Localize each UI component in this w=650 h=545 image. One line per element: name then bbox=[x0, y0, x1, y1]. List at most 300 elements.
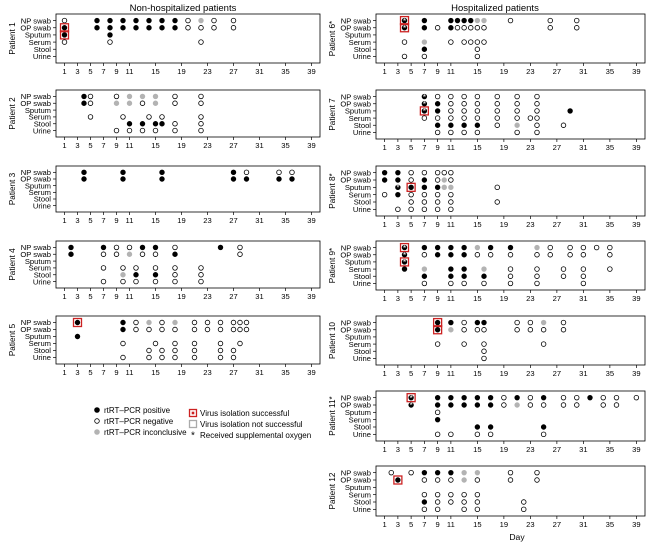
data-point bbox=[488, 395, 493, 400]
data-point bbox=[95, 25, 100, 30]
x-tick-label: 23 bbox=[203, 67, 212, 76]
data-point bbox=[147, 327, 152, 332]
oxygen-marker: * bbox=[422, 92, 426, 102]
data-point bbox=[561, 320, 566, 325]
x-tick-label: 1 bbox=[382, 220, 387, 229]
data-point bbox=[192, 355, 197, 360]
data-point bbox=[396, 478, 401, 483]
patient-label: Patient 11* bbox=[328, 396, 337, 436]
sample-type-label: Sputum bbox=[24, 105, 51, 115]
data-point bbox=[173, 355, 178, 360]
sample-type-label: Sputum bbox=[344, 332, 371, 342]
data-point bbox=[173, 128, 178, 133]
data-point bbox=[134, 266, 139, 271]
data-point bbox=[449, 123, 454, 128]
legend-symbol bbox=[95, 419, 100, 424]
sample-type-label: Serum bbox=[348, 490, 371, 500]
data-point bbox=[462, 109, 467, 114]
data-point bbox=[449, 327, 454, 332]
data-point bbox=[462, 252, 467, 257]
data-point bbox=[127, 252, 132, 257]
sample-type-label: Sputum bbox=[24, 30, 51, 40]
data-point bbox=[402, 40, 407, 45]
data-point bbox=[449, 207, 454, 212]
data-point bbox=[88, 94, 93, 99]
data-point bbox=[462, 470, 467, 475]
data-point bbox=[495, 116, 500, 121]
data-point bbox=[475, 130, 480, 135]
data-point bbox=[634, 395, 639, 400]
data-point bbox=[108, 33, 113, 38]
x-tick-label: 9 bbox=[114, 368, 119, 377]
data-point bbox=[535, 101, 540, 106]
data-point bbox=[153, 245, 158, 250]
data-point bbox=[449, 470, 454, 475]
data-point bbox=[442, 170, 447, 175]
data-point bbox=[244, 170, 249, 175]
sample-type-label: OP swab bbox=[20, 174, 51, 184]
data-point bbox=[231, 25, 236, 30]
x-tick-label: 19 bbox=[177, 141, 186, 150]
data-point bbox=[199, 121, 204, 126]
data-point bbox=[462, 245, 467, 250]
data-point bbox=[140, 252, 145, 257]
data-point bbox=[581, 281, 586, 286]
data-point bbox=[140, 128, 145, 133]
x-tick-label: 15 bbox=[473, 67, 482, 76]
data-point bbox=[449, 25, 454, 30]
sample-type-label: OP swab bbox=[340, 175, 371, 185]
data-point bbox=[581, 245, 586, 250]
data-point bbox=[449, 170, 454, 175]
x-tick-label: 7 bbox=[422, 294, 427, 303]
data-point bbox=[422, 47, 427, 52]
x-tick-label: 27 bbox=[552, 220, 562, 229]
data-point bbox=[173, 341, 178, 346]
x-tick-label: 3 bbox=[395, 294, 400, 303]
data-point bbox=[140, 94, 145, 99]
data-point bbox=[121, 170, 126, 175]
data-point bbox=[422, 507, 427, 512]
data-point bbox=[382, 170, 387, 175]
data-point bbox=[127, 245, 132, 250]
x-tick-label: 5 bbox=[88, 67, 93, 76]
x-tick-label: 7 bbox=[101, 216, 106, 225]
x-tick-label: 7 bbox=[101, 141, 106, 150]
x-tick-label: 23 bbox=[203, 216, 212, 225]
data-point bbox=[160, 121, 165, 126]
data-point bbox=[101, 252, 106, 257]
data-point bbox=[435, 500, 440, 505]
data-point bbox=[435, 417, 440, 422]
data-point bbox=[502, 395, 507, 400]
data-point bbox=[449, 40, 454, 45]
data-point bbox=[114, 252, 119, 257]
data-point bbox=[495, 185, 500, 190]
data-point bbox=[82, 101, 87, 106]
data-point bbox=[468, 40, 473, 45]
legend-label: Received supplemental oxygen bbox=[200, 430, 312, 440]
data-point bbox=[121, 341, 126, 346]
panel-9 bbox=[328, 241, 645, 303]
data-point bbox=[449, 116, 454, 121]
x-tick-label: 1 bbox=[62, 141, 67, 150]
data-point bbox=[435, 327, 440, 332]
x-tick-label: 9 bbox=[114, 67, 119, 76]
x-tick-label: 23 bbox=[526, 220, 535, 229]
data-point bbox=[382, 192, 387, 197]
data-point bbox=[535, 252, 540, 257]
data-point bbox=[422, 281, 427, 286]
data-point bbox=[608, 267, 613, 272]
data-point bbox=[121, 320, 126, 325]
x-tick-label: 27 bbox=[552, 67, 562, 76]
data-point bbox=[422, 274, 427, 279]
x-tick-label: 31 bbox=[255, 216, 264, 225]
x-tick-label: 1 bbox=[382, 520, 387, 529]
data-point bbox=[409, 178, 414, 183]
sample-type-label: Urine bbox=[352, 205, 371, 215]
data-point bbox=[614, 403, 619, 408]
data-point bbox=[435, 116, 440, 121]
x-tick-label: 1 bbox=[382, 143, 387, 152]
data-point bbox=[134, 279, 139, 284]
data-point bbox=[244, 327, 249, 332]
data-point bbox=[535, 123, 540, 128]
data-point bbox=[147, 115, 152, 120]
data-point bbox=[449, 252, 454, 257]
sample-type-label: Sputum bbox=[344, 106, 371, 116]
data-point bbox=[462, 94, 467, 99]
data-point bbox=[88, 115, 93, 120]
data-point bbox=[199, 18, 204, 23]
x-tick-label: 23 bbox=[526, 445, 535, 454]
data-point bbox=[515, 395, 520, 400]
sample-type-label: Urine bbox=[352, 354, 371, 364]
data-point bbox=[173, 18, 178, 23]
x-tick-label: 9 bbox=[435, 143, 440, 152]
data-point bbox=[147, 25, 152, 30]
data-point bbox=[435, 507, 440, 512]
data-point bbox=[475, 25, 480, 30]
panel-4 bbox=[8, 241, 320, 301]
sample-type-label: NP swab bbox=[340, 243, 371, 253]
sample-type-label: OP swab bbox=[340, 250, 371, 260]
data-point bbox=[561, 267, 566, 272]
sample-type-label: Stool bbox=[353, 197, 371, 207]
data-point bbox=[88, 101, 93, 106]
panel-11 bbox=[328, 391, 645, 454]
x-tick-label: 3 bbox=[75, 368, 80, 377]
data-point bbox=[462, 342, 467, 347]
x-tick-label: 5 bbox=[409, 445, 414, 454]
data-point bbox=[462, 123, 467, 128]
legend-label: rtRT–PCR positive bbox=[104, 405, 171, 415]
x-tick-label: 35 bbox=[605, 220, 615, 229]
x-tick-label: 27 bbox=[229, 216, 238, 225]
data-point bbox=[508, 470, 513, 475]
data-point bbox=[462, 101, 467, 106]
x-tick-label: 3 bbox=[395, 520, 400, 529]
legend-label: Virus isolation successful bbox=[200, 408, 290, 418]
legend-negative bbox=[95, 417, 174, 426]
data-point bbox=[462, 492, 467, 497]
x-tick-label: 9 bbox=[114, 141, 119, 150]
data-point bbox=[442, 178, 447, 183]
panel-frame bbox=[376, 316, 645, 365]
data-point bbox=[396, 192, 401, 197]
x-tick-label: 15 bbox=[473, 520, 482, 529]
x-tick-label: 35 bbox=[281, 368, 290, 377]
panel-10 bbox=[328, 316, 645, 378]
data-point bbox=[147, 355, 152, 360]
data-point bbox=[82, 94, 87, 99]
sample-type-label: Stool bbox=[353, 120, 371, 130]
x-tick-label: 31 bbox=[255, 67, 264, 76]
data-point bbox=[541, 320, 546, 325]
oxygen-marker: * bbox=[402, 258, 407, 268]
x-tick-label: 27 bbox=[229, 67, 238, 76]
data-point bbox=[231, 177, 236, 182]
sample-type-label: Stool bbox=[33, 346, 51, 356]
data-point bbox=[422, 207, 427, 212]
data-point bbox=[541, 432, 546, 437]
x-tick-label: 19 bbox=[499, 520, 509, 529]
oxygen-marker: * bbox=[402, 250, 407, 260]
x-tick-label: 35 bbox=[281, 216, 290, 225]
patient-label: Patient 12 bbox=[328, 472, 337, 510]
data-point bbox=[528, 395, 533, 400]
data-point bbox=[396, 170, 401, 175]
data-point bbox=[422, 185, 427, 190]
data-point bbox=[521, 500, 526, 505]
data-point bbox=[95, 18, 100, 23]
sample-type-label: OP swab bbox=[20, 98, 51, 108]
data-point bbox=[121, 279, 126, 284]
x-tick-label: 19 bbox=[499, 445, 509, 454]
sample-type-label: Urine bbox=[352, 279, 371, 289]
data-point bbox=[614, 395, 619, 400]
panel-3 bbox=[8, 166, 320, 225]
data-point bbox=[568, 245, 573, 250]
data-point bbox=[134, 327, 139, 332]
panel-1 bbox=[8, 14, 320, 76]
data-point bbox=[449, 200, 454, 205]
data-point bbox=[495, 101, 500, 106]
x-tick-label: 35 bbox=[605, 445, 615, 454]
x-tick-label: 39 bbox=[632, 369, 641, 378]
sample-type-label: Stool bbox=[33, 194, 51, 204]
data-point bbox=[218, 355, 223, 360]
data-point bbox=[199, 115, 204, 120]
data-point bbox=[435, 492, 440, 497]
data-point bbox=[277, 170, 282, 175]
data-point bbox=[475, 395, 480, 400]
x-tick-label: 19 bbox=[177, 368, 186, 377]
sample-type-label: NP swab bbox=[340, 318, 371, 328]
sample-type-label: Serum bbox=[348, 37, 371, 47]
data-point bbox=[62, 25, 67, 30]
sample-type-label: Urine bbox=[32, 277, 51, 287]
data-point bbox=[173, 320, 178, 325]
data-point bbox=[449, 281, 454, 286]
data-point bbox=[515, 101, 520, 106]
x-tick-label: 1 bbox=[62, 368, 67, 377]
patient-label: Patient 7 bbox=[328, 98, 337, 131]
sample-type-label: Urine bbox=[32, 52, 51, 62]
sample-type-label: Sputum bbox=[344, 483, 371, 493]
data-point bbox=[422, 478, 427, 483]
data-point bbox=[62, 33, 67, 38]
x-tick-label: 15 bbox=[151, 141, 160, 150]
data-point bbox=[475, 500, 480, 505]
x-tick-label: 9 bbox=[435, 67, 440, 76]
data-point bbox=[535, 274, 540, 279]
x-tick-label: 35 bbox=[281, 67, 290, 76]
panel-2 bbox=[8, 90, 320, 150]
data-point bbox=[475, 507, 480, 512]
x-tick-label: 31 bbox=[579, 67, 588, 76]
data-point bbox=[574, 395, 579, 400]
data-point bbox=[82, 170, 87, 175]
data-point bbox=[160, 320, 165, 325]
data-point bbox=[422, 470, 427, 475]
data-point bbox=[173, 101, 178, 106]
data-point bbox=[153, 279, 158, 284]
data-point bbox=[449, 178, 454, 183]
data-point bbox=[561, 395, 566, 400]
data-point bbox=[548, 25, 553, 30]
data-point bbox=[134, 320, 139, 325]
sample-type-label: Stool bbox=[33, 270, 51, 280]
data-point bbox=[435, 109, 440, 114]
data-point bbox=[153, 128, 158, 133]
data-point bbox=[396, 207, 401, 212]
data-point bbox=[594, 245, 599, 250]
sample-type-label: Stool bbox=[33, 44, 51, 54]
data-point bbox=[101, 279, 106, 284]
data-point bbox=[449, 130, 454, 135]
data-point bbox=[475, 245, 480, 250]
data-point bbox=[541, 395, 546, 400]
x-tick-label: 1 bbox=[382, 294, 387, 303]
x-tick-label: 19 bbox=[177, 216, 186, 225]
data-point bbox=[435, 403, 440, 408]
data-point bbox=[121, 355, 126, 360]
x-tick-label: 11 bbox=[446, 220, 455, 229]
x-tick-label: 15 bbox=[473, 143, 482, 152]
x-axis-label: Day bbox=[509, 532, 525, 542]
oxygen-marker: * bbox=[396, 183, 400, 193]
data-point bbox=[508, 281, 513, 286]
sample-type-label: NP swab bbox=[20, 318, 51, 328]
data-point bbox=[114, 245, 119, 250]
patient-label: Patient 4 bbox=[8, 248, 17, 281]
data-point bbox=[205, 327, 210, 332]
data-point bbox=[160, 327, 165, 332]
data-point bbox=[231, 348, 236, 353]
data-point bbox=[574, 25, 579, 30]
sample-type-label: Serum bbox=[28, 188, 51, 198]
x-tick-label: 27 bbox=[229, 368, 238, 377]
data-point bbox=[231, 355, 236, 360]
x-tick-label: 11 bbox=[125, 141, 134, 150]
sample-type-label: OP swab bbox=[340, 23, 371, 33]
x-tick-label: 5 bbox=[409, 143, 414, 152]
x-tick-label: 35 bbox=[281, 292, 290, 301]
data-point bbox=[515, 116, 520, 121]
sample-type-label: Urine bbox=[32, 201, 51, 211]
data-point bbox=[521, 507, 526, 512]
panel-frame bbox=[376, 166, 645, 216]
x-tick-label: 19 bbox=[499, 220, 509, 229]
x-tick-label: 5 bbox=[88, 216, 93, 225]
x-tick-label: 7 bbox=[422, 445, 427, 454]
data-point bbox=[462, 327, 467, 332]
data-point bbox=[435, 185, 440, 190]
data-point bbox=[475, 54, 480, 59]
data-point bbox=[449, 109, 454, 114]
data-point bbox=[422, 245, 427, 250]
data-point bbox=[186, 25, 191, 30]
data-point bbox=[475, 94, 480, 99]
data-point bbox=[422, 500, 427, 505]
data-point bbox=[192, 348, 197, 353]
x-tick-label: 35 bbox=[605, 294, 615, 303]
oxygen-marker: * bbox=[402, 243, 407, 253]
x-tick-label: 23 bbox=[526, 67, 535, 76]
data-point bbox=[409, 200, 414, 205]
panel-5 bbox=[8, 316, 320, 377]
data-point bbox=[535, 267, 540, 272]
data-point bbox=[449, 192, 454, 197]
panel-frame bbox=[56, 90, 320, 137]
sample-type-label: NP swab bbox=[340, 393, 371, 403]
data-point bbox=[528, 327, 533, 332]
data-point bbox=[508, 245, 513, 250]
sample-type-label: NP swab bbox=[340, 168, 371, 178]
data-point bbox=[455, 25, 460, 30]
x-tick-label: 27 bbox=[552, 369, 562, 378]
x-tick-label: 31 bbox=[579, 445, 588, 454]
sample-type-label: Serum bbox=[348, 113, 371, 123]
x-tick-label: 7 bbox=[101, 67, 106, 76]
data-point bbox=[114, 101, 119, 106]
legend-symbol: * bbox=[191, 430, 195, 442]
x-tick-label: 11 bbox=[446, 143, 455, 152]
data-point bbox=[561, 274, 566, 279]
x-tick-label: 11 bbox=[125, 368, 134, 377]
x-tick-label: 11 bbox=[125, 292, 134, 301]
x-tick-label: 19 bbox=[499, 294, 509, 303]
data-point bbox=[475, 320, 480, 325]
x-tick-label: 19 bbox=[499, 67, 509, 76]
x-tick-label: 7 bbox=[422, 67, 427, 76]
data-point bbox=[147, 348, 152, 353]
x-tick-label: 7 bbox=[101, 292, 106, 301]
x-tick-label: 9 bbox=[435, 445, 440, 454]
data-point bbox=[482, 327, 487, 332]
data-point bbox=[422, 54, 427, 59]
data-point bbox=[475, 403, 480, 408]
patient-label: Patient 1 bbox=[8, 22, 17, 55]
data-point bbox=[218, 327, 223, 332]
data-point bbox=[160, 355, 165, 360]
data-point bbox=[435, 178, 440, 183]
data-point bbox=[449, 432, 454, 437]
sample-type-label: Urine bbox=[352, 128, 371, 138]
data-point bbox=[422, 40, 427, 45]
